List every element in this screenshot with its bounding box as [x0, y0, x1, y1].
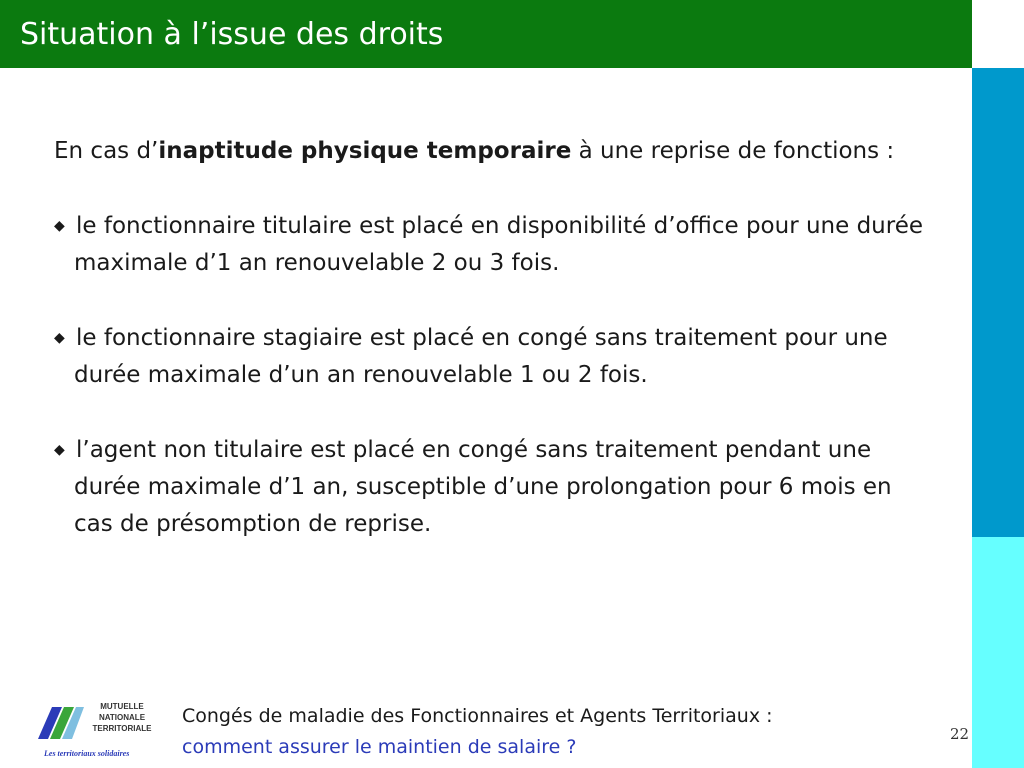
- diamond-bullet-icon: ◆: [54, 218, 65, 234]
- intro-text-after: à une reprise de fonctions :: [571, 138, 895, 164]
- diamond-bullet-icon: ◆: [54, 330, 65, 346]
- footer-line-2: comment assurer le maintien de salaire ?: [182, 736, 577, 758]
- footer-line-1: Congés de maladie des Fonctionnaires et Agents Territoriaux :: [182, 705, 773, 727]
- logo-line-3: TERRITORIALE: [92, 724, 152, 733]
- side-strip-bottom: [972, 537, 1024, 768]
- bullet-text: le fonctionnaire stagiaire est placé en congé sans traitement pour une durée maximale d’un an renouvelable 1 ou 2 fois.: [74, 325, 888, 388]
- diamond-bullet-icon: ◆: [54, 442, 65, 458]
- title-bar: [0, 0, 972, 68]
- bullet-item: [54, 320, 924, 394]
- footer: [182, 701, 773, 763]
- bullet-text: le fonctionnaire titulaire est placé en disponibilité d’office pour une durée maximale d’1 an renouvelable 2 ou 3 fois.: [74, 213, 924, 276]
- slide-title: Situation à l’issue des droits: [20, 17, 444, 52]
- intro-bold-text: inaptitude physique temporaire: [158, 138, 572, 164]
- side-strip-top: [972, 68, 1024, 537]
- logo-line-1: MUTUELLE: [100, 702, 144, 711]
- logo-name: [92, 701, 152, 734]
- logo-slogan: Les territoriaux solidaires: [44, 749, 130, 758]
- bullet-item: [54, 432, 924, 543]
- bullet-item: [54, 208, 924, 282]
- logo-mark-icon: [36, 703, 86, 741]
- bullet-text: l’agent non titulaire est placé en congé sans traitement pendant une durée maximale d’1 an, susceptible d’une prolongation pour 6 mois en cas de présomption de reprise.: [74, 437, 892, 537]
- slide-content: [54, 133, 924, 543]
- mnt-logo: [36, 697, 156, 763]
- page-number: 22: [950, 725, 970, 743]
- intro-text-before: En cas d’: [54, 138, 159, 164]
- intro-paragraph: [54, 133, 924, 170]
- logo-line-2: NATIONALE: [98, 713, 146, 722]
